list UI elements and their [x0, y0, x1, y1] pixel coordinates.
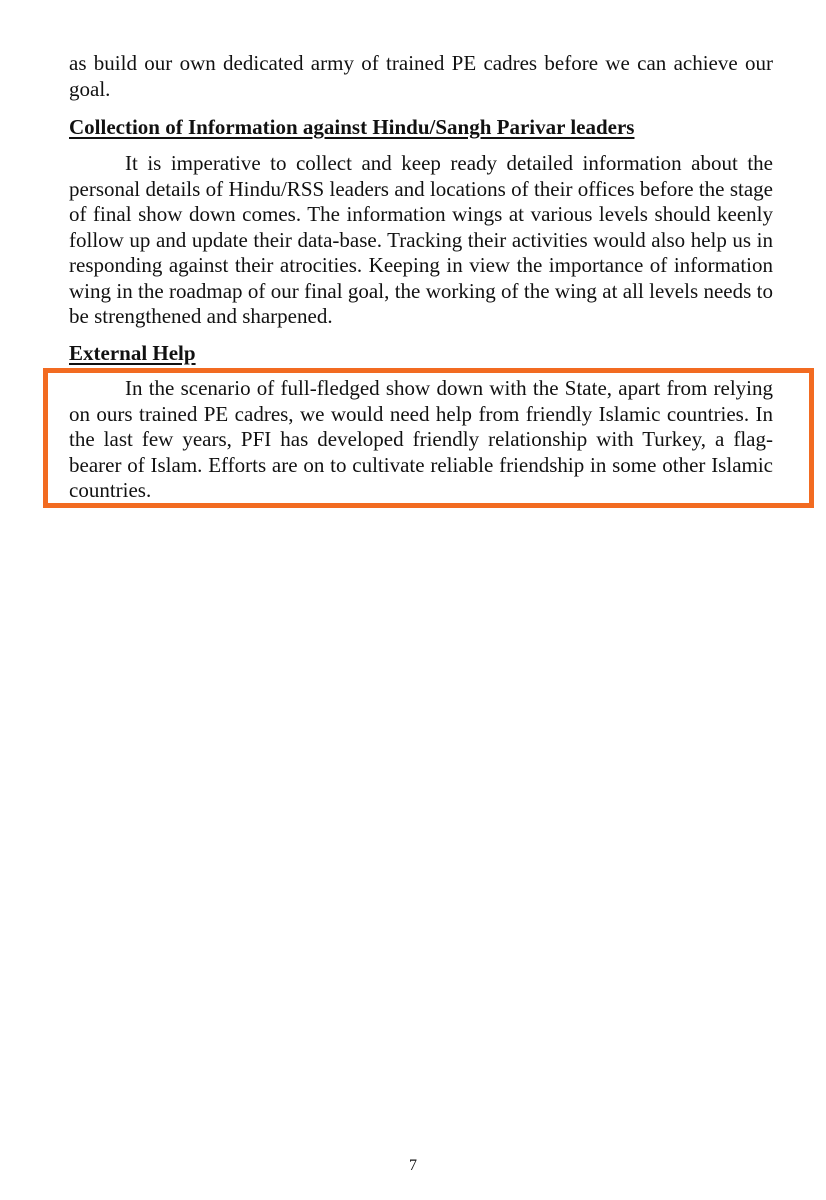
section-paragraph-collection-of-information: It is imperative to collect and keep ready detailed information about the personal details of Hindu/RSS leaders and locations of their offices before the stage of final show down comes. The information wings at various levels should keenly follow up and update their data-base. Tracking their activities would also help us in responding against their atrocities. Keeping in view the importance of information wing in the roadmap of our final goal, the working of the wing at all levels needs to be strengthened and sharpened.	[69, 151, 773, 328]
section-heading-collection-of-information: Collection of Information against Hindu/Sangh Parivar leaders	[69, 115, 635, 139]
section-paragraph-external-help: In the scenario of full-fledged show down with the State, apart from relying on ours trained PE cadres, we would need help from friendly Islamic countries. In the last few years, PFI has developed friendly relationship with Turkey, a flag-bearer of Islam. Efforts are on to cultivate reliable friendship in some other Islamic countries.	[69, 376, 773, 502]
section-heading-external-help: External Help	[69, 341, 196, 365]
intro-paragraph: as build our own dedicated army of trained PE cadres before we can achieve our goal.	[69, 51, 773, 101]
page-number: 7	[409, 1157, 417, 1174]
